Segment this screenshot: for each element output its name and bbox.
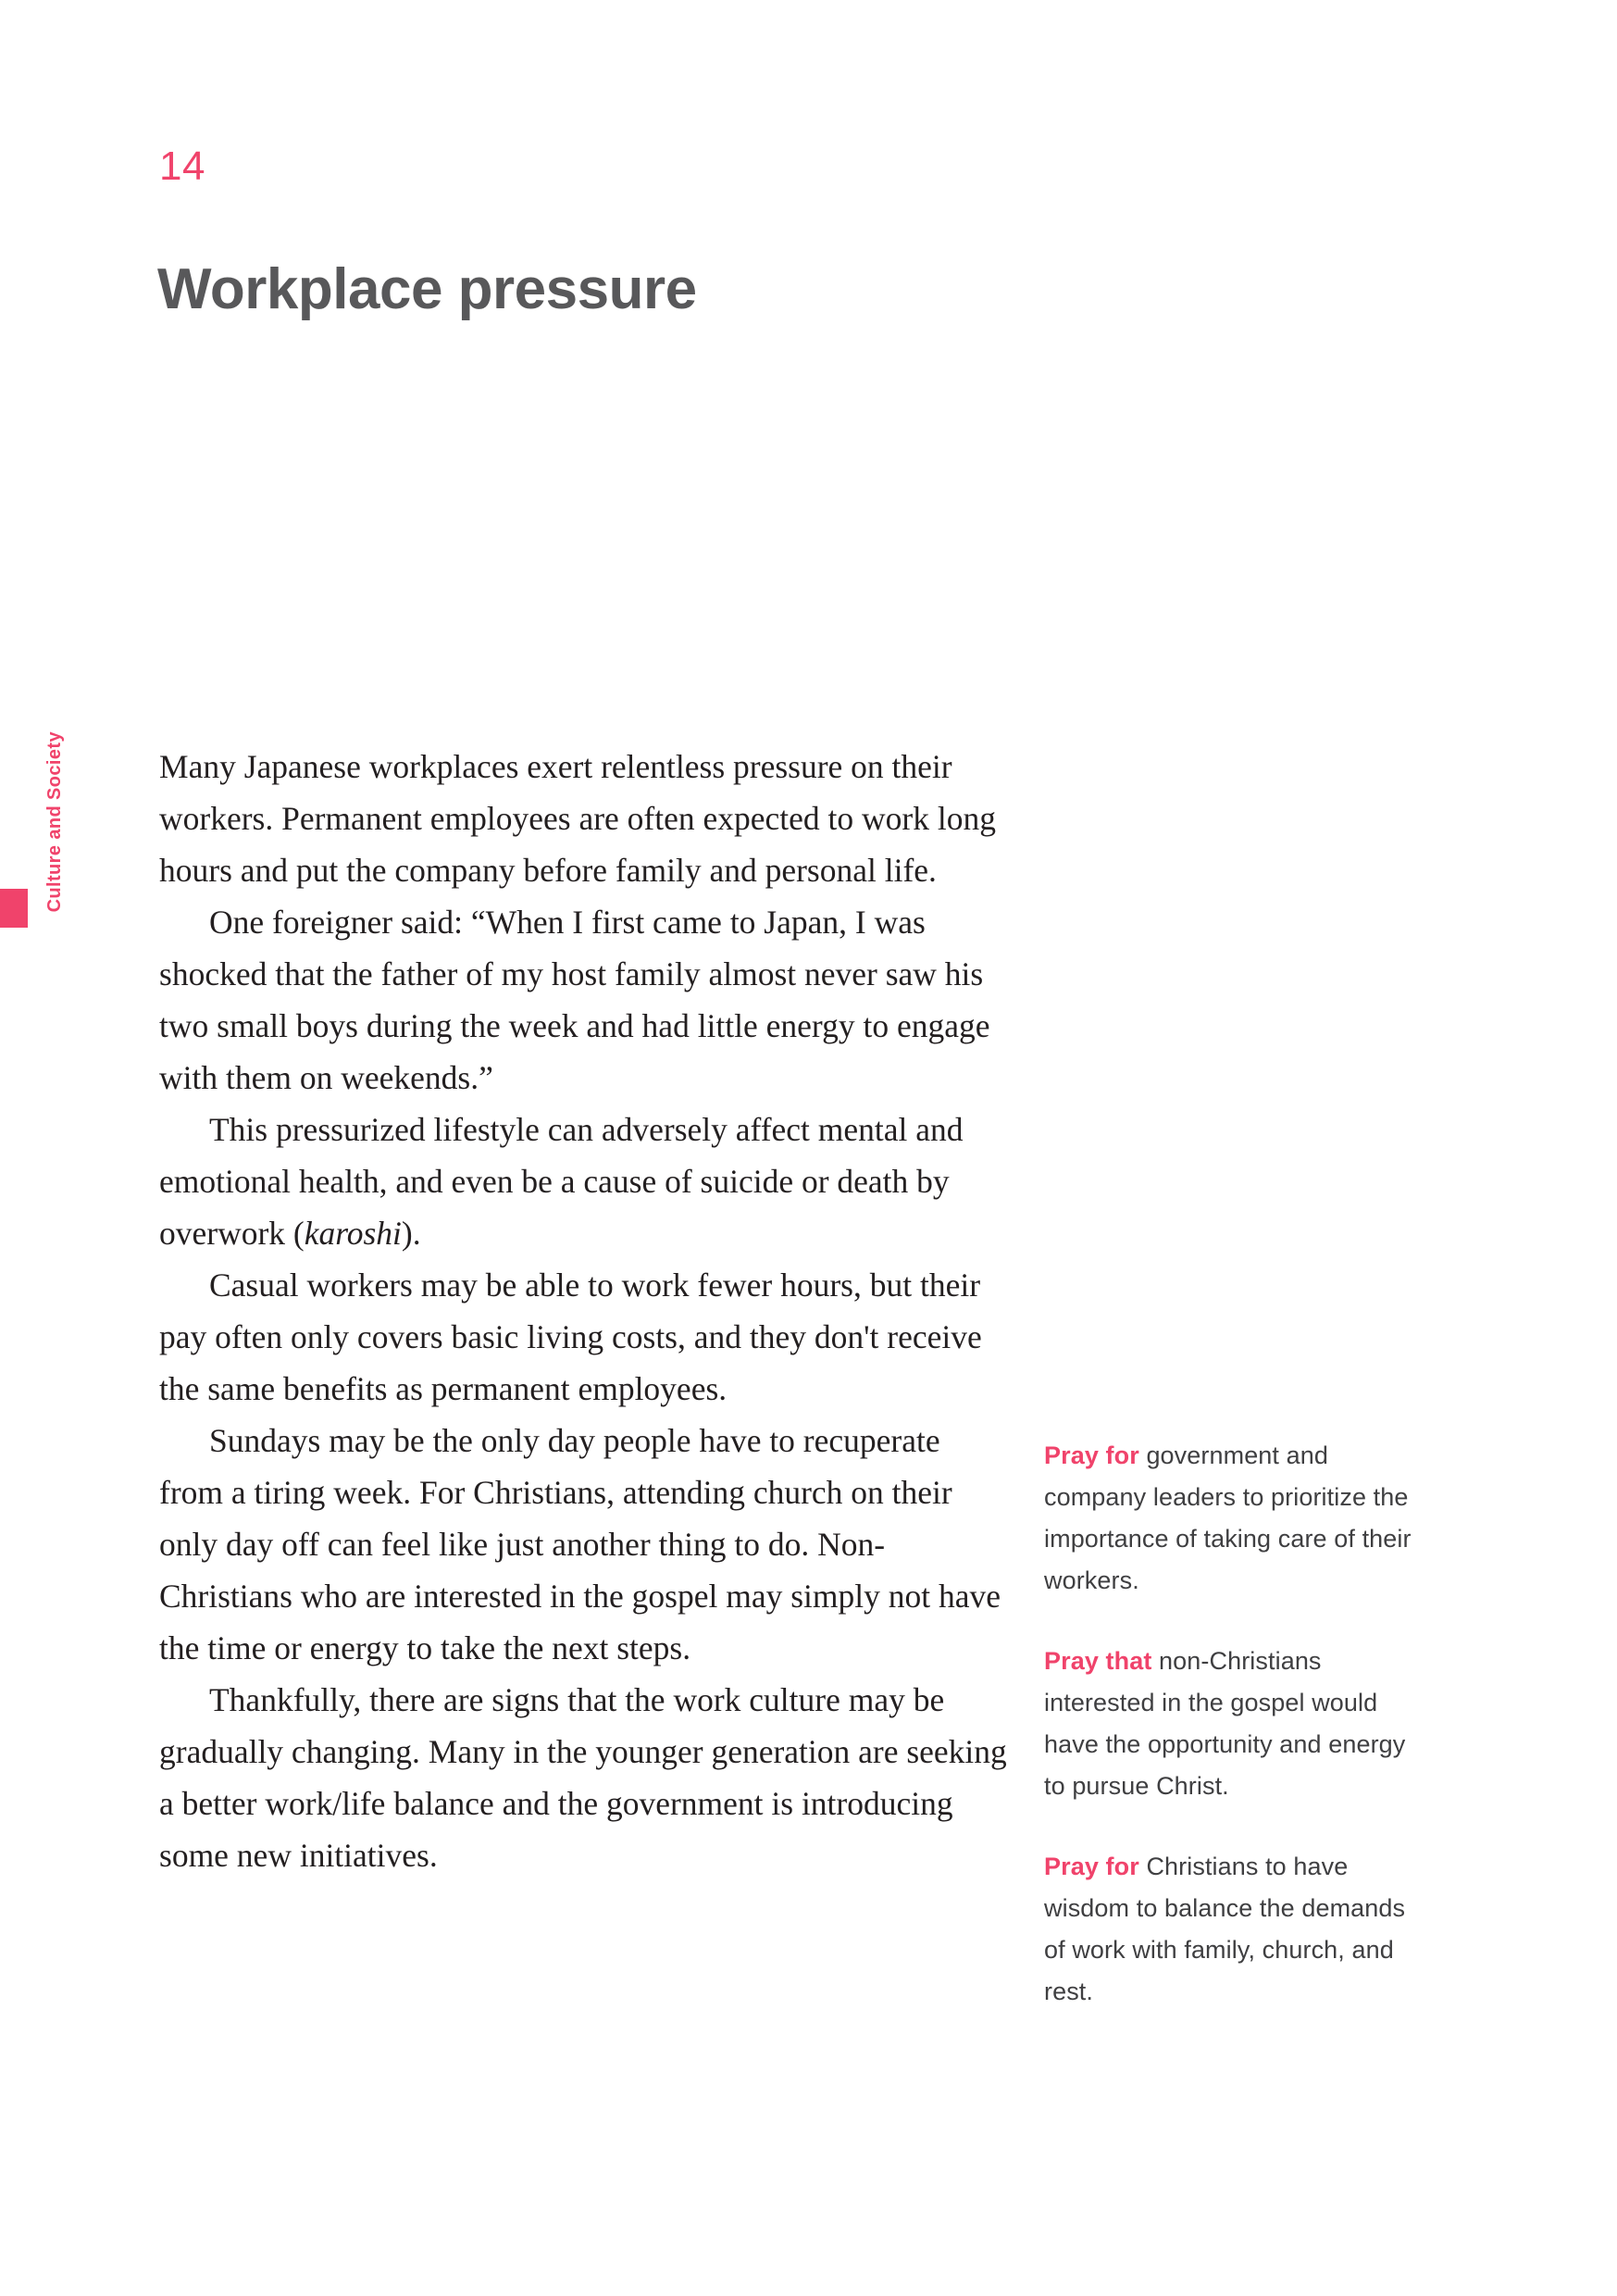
- italic-term: karoshi: [304, 1215, 402, 1252]
- paragraph-text-after-italic: ).: [401, 1215, 421, 1252]
- prayer-text: non-Christians interested in the gospel would have the opportunity and energy to pursue Christ.: [1044, 1647, 1406, 1800]
- body-paragraph: One foreigner said: “When I first came to Japan, I was shocked that the father of my host family almost never saw his two small boys during the week and had little energy to engage with them on weekends.”: [159, 904, 990, 1096]
- body-text: [159, 741, 1011, 1881]
- prayer-item: [1044, 1846, 1433, 2013]
- body-paragraph: Many Japanese workplaces exert relentless pressure on their workers. Permanent employees are often expected to work long hours and put the company before family and personal life.: [159, 748, 996, 889]
- page-title: Workplace pressure: [157, 256, 697, 321]
- body-paragraph: [159, 1104, 1011, 1259]
- prayer-text: Christians to have wisdom to balance the demands of work with family, church, and rest.: [1044, 1853, 1406, 2005]
- prayer-lead: Pray for: [1044, 1441, 1139, 1469]
- body-paragraph: Casual workers may be able to work fewer hours, but their pay often only covers basic living costs, and they don't receive the same benefits as permanent employees.: [159, 1267, 982, 1407]
- prayer-lead: Pray that: [1044, 1647, 1152, 1675]
- section-tab: [0, 731, 111, 1120]
- section-label: Culture and Society: [44, 731, 65, 913]
- body-paragraph: Thankfully, there are signs that the work culture may be gradually changing. Many in the younger generation are seeking a better work/life balance and the government is introducing some new initiatives.: [159, 1681, 1007, 1874]
- prayer-text: government and company leaders to prioritize the importance of taking care of their workers.: [1044, 1441, 1412, 1594]
- paragraph-text-before-italic: This pressurized lifestyle can adversely affect mental and emotional health, and even be a cause of suicide or death by overwork (: [159, 1111, 964, 1252]
- prayer-lead: Pray for: [1044, 1853, 1139, 1880]
- body-paragraph: Sundays may be the only day people have to recuperate from a tiring week. For Christians, attending church on their only day off can feel like just another thing to do. Non-Christians who are interested in the gospel may simply not have the time or energy to take the next steps.: [159, 1422, 1001, 1666]
- prayer-points: [1044, 1435, 1433, 2013]
- prayer-item: [1044, 1641, 1433, 1807]
- chapter-number: 14: [159, 144, 205, 189]
- section-color-swatch: [0, 889, 28, 928]
- prayer-item: [1044, 1435, 1433, 1602]
